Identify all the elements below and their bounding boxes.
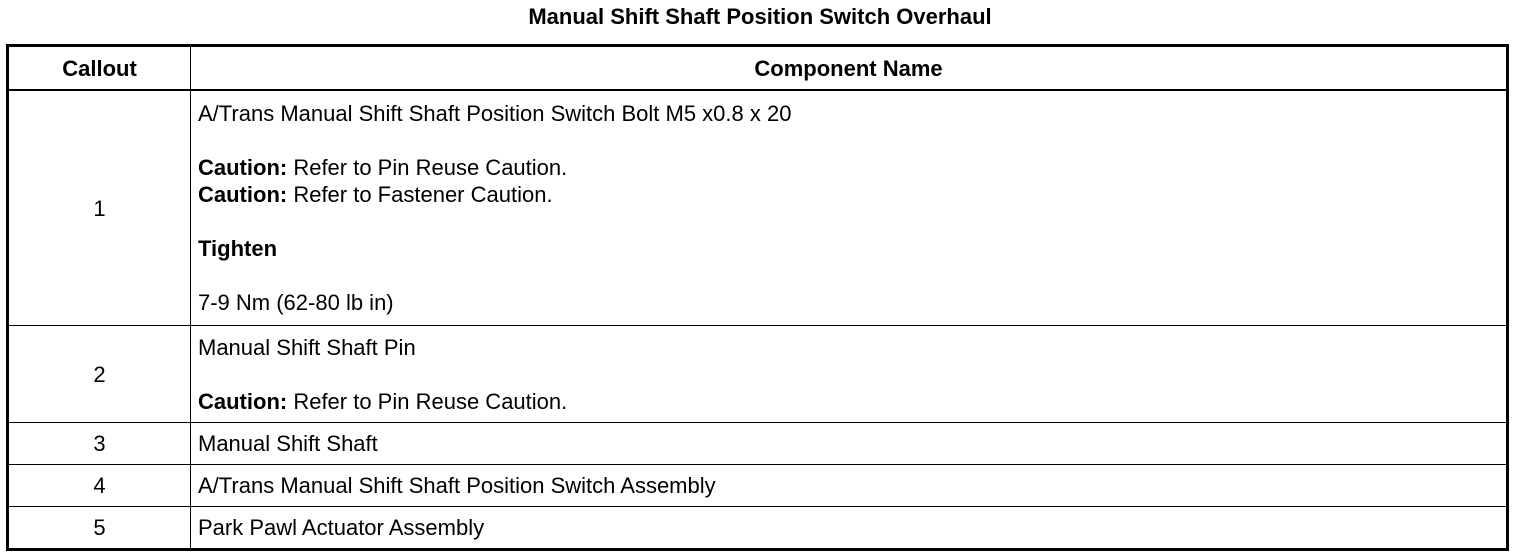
caution-text: Refer to Pin Reuse Caution. bbox=[287, 388, 568, 414]
component-name-cell bbox=[191, 90, 1508, 326]
callout-cell: 1 bbox=[8, 90, 191, 326]
callout-cell: 5 bbox=[8, 507, 191, 550]
caution-label: Caution: bbox=[198, 388, 288, 414]
caution-text: Refer to Fastener Caution. bbox=[287, 182, 553, 207]
table-row bbox=[8, 423, 1508, 465]
callout-cell: 4 bbox=[8, 465, 191, 507]
component-name: Manual Shift Shaft Pin bbox=[198, 334, 416, 360]
table-row bbox=[8, 90, 1508, 326]
caution-label: Caution: bbox=[198, 155, 288, 180]
caution-label: Caution: bbox=[198, 182, 288, 207]
caution-note bbox=[198, 154, 1499, 181]
component-name-cell: Park Pawl Actuator Assembly bbox=[191, 507, 1508, 550]
tighten-label: Tighten bbox=[198, 236, 278, 261]
table-row bbox=[8, 465, 1508, 507]
callout-column-header: Callout bbox=[8, 46, 191, 91]
component-name-cell: Manual Shift Shaft bbox=[191, 423, 1508, 465]
component-name-cell bbox=[191, 326, 1508, 423]
caution-text: Refer to Pin Reuse Caution. bbox=[287, 155, 568, 180]
component-name: A/Trans Manual Shift Shaft Position Switch Bolt M5 x0.8 x 20 bbox=[198, 101, 792, 126]
callout-cell: 2 bbox=[8, 326, 191, 423]
caution-note bbox=[198, 388, 1499, 415]
components-table bbox=[6, 44, 1509, 551]
caution-note bbox=[198, 181, 1499, 208]
torque-spec: 7-9 Nm (62-80 lb in) bbox=[198, 290, 394, 315]
callout-cell: 3 bbox=[8, 423, 191, 465]
table-header-row bbox=[8, 46, 1508, 91]
component-name-cell: A/Trans Manual Shift Shaft Position Switch Assembly bbox=[191, 465, 1508, 507]
table-row bbox=[8, 507, 1508, 550]
table-row bbox=[8, 326, 1508, 423]
component-name-column-header: Component Name bbox=[191, 46, 1508, 91]
document-title: Manual Shift Shaft Position Switch Overhaul bbox=[528, 4, 992, 29]
